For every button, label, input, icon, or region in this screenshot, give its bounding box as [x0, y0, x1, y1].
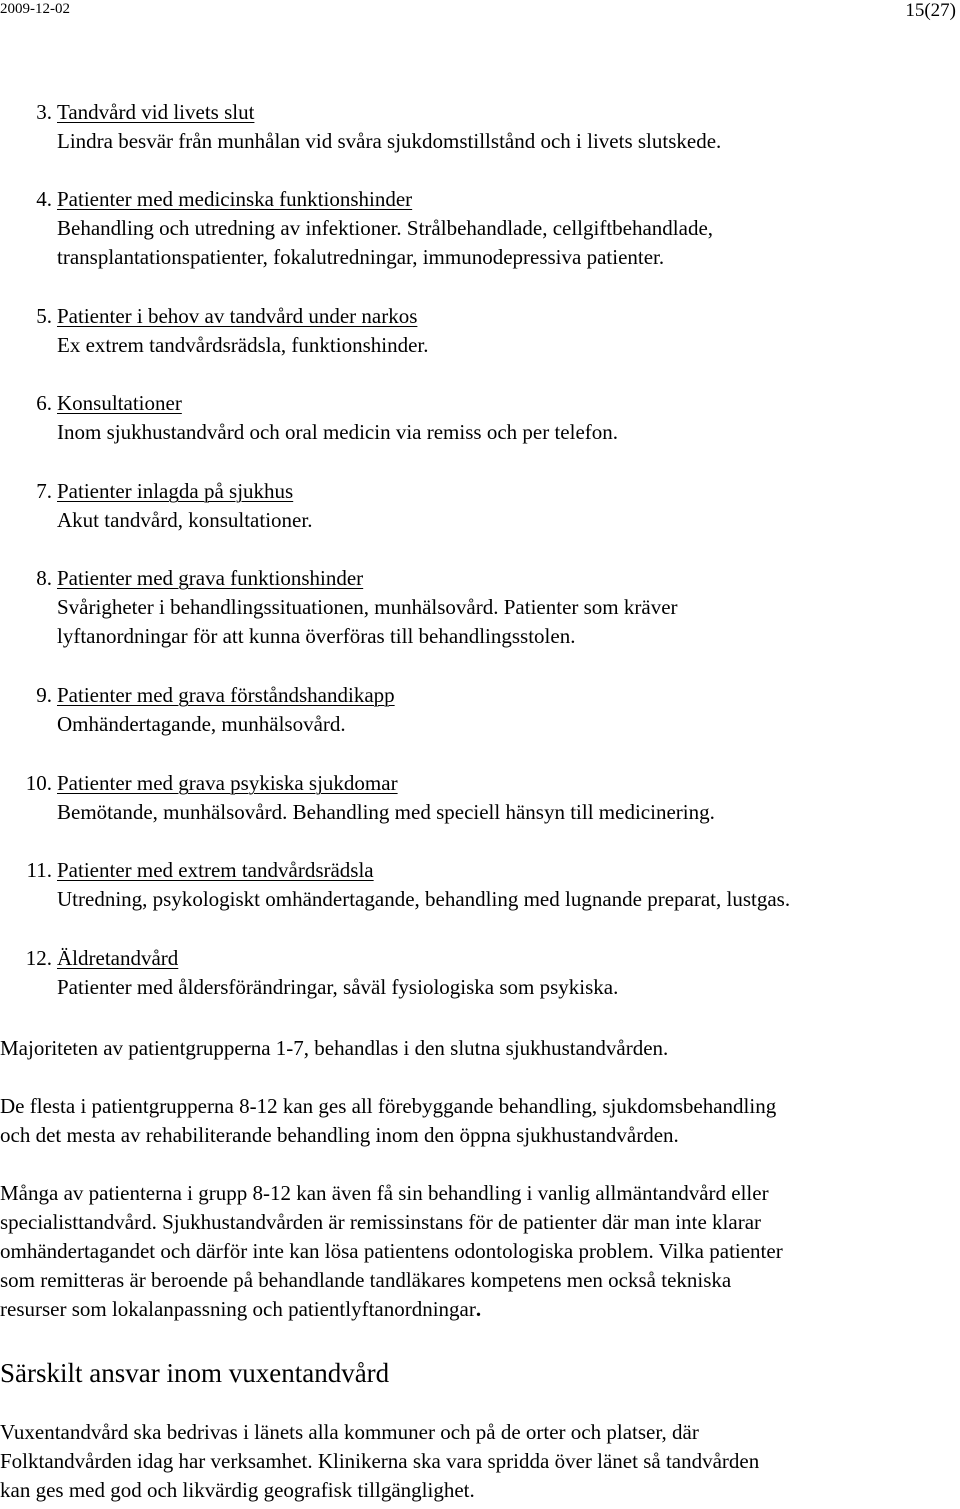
paragraph [0, 1034, 960, 1063]
item-description-line: Akut tandvård, konsultationer. [57, 508, 313, 532]
item-number: 7. [36, 479, 52, 503]
item-title: Konsultationer [57, 391, 182, 415]
paragraph [0, 1092, 960, 1150]
bold-period: . [475, 1297, 482, 1321]
item-description-line: Inom sjukhustandvård och oral medicin via remiss och per telefon. [57, 420, 619, 444]
item-description-line: Ex extrem tandvårdsrädsla, funktionshinder. [57, 333, 429, 357]
item-body [57, 944, 618, 1002]
item-title: Tandvård vid livets slut [57, 100, 255, 124]
item-number: 11. [26, 858, 52, 882]
item-number: 9. [36, 683, 52, 707]
item-number: 5. [36, 304, 52, 328]
paragraph-line [0, 1295, 960, 1324]
paragraph-line: Vuxentandvård ska bedrivas i länets alla kommuner och på de orter och platser, där [0, 1420, 699, 1444]
item-body [57, 302, 429, 360]
item-body [57, 856, 790, 914]
item-title: Patienter i behov av tandvård under narkos [57, 304, 418, 328]
item-body [57, 389, 618, 447]
section-paragraph [0, 1418, 960, 1505]
item-body [57, 681, 395, 739]
document-date: 2009-12-02 [0, 1, 70, 17]
item-number: 8. [36, 566, 52, 590]
item-description-line: transplantationspatienter, fokalutredningar, immunodepressiva patienter. [57, 245, 665, 269]
paragraph-line: och det mesta av rehabiliterande behandling inom den öppna sjukhustandvården. [0, 1123, 679, 1147]
item-number: 12. [25, 946, 52, 970]
item-title: Patienter med extrem tandvårdsrädsla [57, 858, 374, 882]
item-title: Patienter med grava psykiska sjukdomar [57, 771, 398, 795]
item-body [57, 564, 678, 651]
paragraph-line: Många av patienterna i grupp 8-12 kan även få sin behandling i vanlig allmäntandvård eller [0, 1181, 769, 1205]
item-title: Patienter med medicinska funktionshinder [57, 187, 413, 211]
item-title: Patienter inlagda på sjukhus [57, 479, 294, 503]
item-number: 4. [36, 187, 52, 211]
item-description-line: Bemötande, munhälsovård. Behandling med speciell hänsyn till medicinering. [57, 800, 715, 824]
page-number: 15(27) [905, 0, 956, 21]
item-body [57, 477, 312, 535]
item-number: 6. [36, 391, 52, 415]
paragraph-line: Majoriteten av patientgrupperna 1-7, behandlas i den slutna sjukhustandvården. [0, 1036, 669, 1060]
item-body [57, 185, 713, 272]
item-body [57, 769, 715, 827]
item-title: Patienter med grava förståndshandikapp [57, 683, 395, 707]
item-description-line: Behandling och utredning av infektioner. Strålbehandlade, cellgiftbehandlade, [57, 216, 714, 240]
item-number: 3. [36, 100, 52, 124]
paragraph-line: Folktandvården idag har verksamhet. Klinikerna ska vara spridda över länet så tandvården [0, 1449, 760, 1473]
page-header [0, 0, 960, 24]
item-description-line: Svårigheter i behandlingssituationen, munhälsovård. Patienter som kräver [57, 595, 678, 619]
item-description-line: Patienter med åldersförändringar, såväl fysiologiska som psykiska. [57, 975, 619, 999]
paragraph [0, 1179, 960, 1324]
item-body [57, 98, 721, 156]
paragraph-line: omhändertagandet och därför inte kan lösa patientens odontologiska problem. Vilka patienter [0, 1239, 783, 1263]
paragraph-line: De flesta i patientgrupperna 8-12 kan ges all förebyggande behandling, sjukdomsbehandling [0, 1094, 777, 1118]
paragraph-line: specialisttandvård. Sjukhustandvården är remissinstans för de patienter där man inte klarar [0, 1210, 762, 1234]
paragraph-line-text: resurser som lokalanpassning och patientlyftanordningar [0, 1297, 476, 1321]
paragraph-line: som remitteras är beroende på behandlande tandläkares kompetens men också tekniska [0, 1268, 732, 1292]
item-description-line: Lindra besvär från munhålan vid svåra sjukdomstillstånd och i livets slutskede. [57, 129, 722, 153]
item-number: 10. [25, 771, 52, 795]
item-description-line: Omhändertagande, munhälsovård. [57, 712, 346, 736]
item-description-line: lyftanordningar för att kunna överföras till behandlingsstolen. [57, 624, 576, 648]
section-heading: Särskilt ansvar inom vuxentandvård [0, 1358, 390, 1388]
item-title: Äldretandvård [57, 946, 179, 970]
item-title: Patienter med grava funktionshinder [57, 566, 364, 590]
item-description-line: Utredning, psykologiskt omhändertagande, behandling med lugnande preparat, lustgas. [57, 887, 791, 911]
paragraph-line: kan ges med god och likvärdig geografisk tillgänglighet. [0, 1478, 475, 1502]
